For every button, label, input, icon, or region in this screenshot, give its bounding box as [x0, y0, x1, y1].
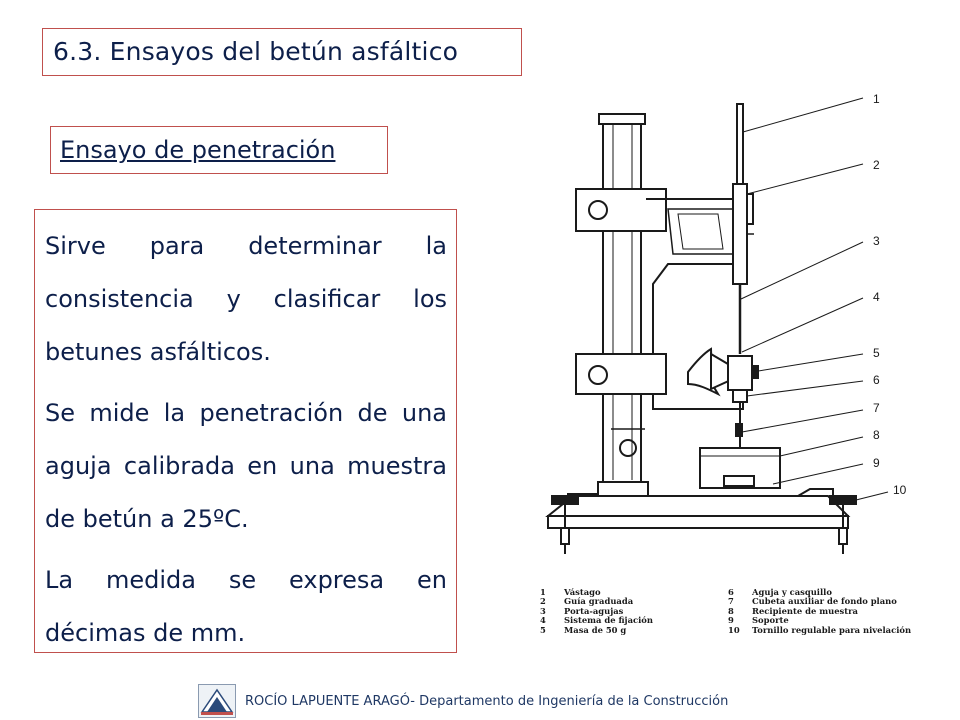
- callout-5: 5: [873, 346, 880, 360]
- legend-item: 1 Vástago: [540, 587, 601, 597]
- callout-6: 6: [873, 373, 880, 387]
- mass: [728, 356, 752, 390]
- footer-credit: ROCÍO LAPUENTE ARAGÓ- Departamento de Ingeniería de la Construcción: [245, 694, 729, 709]
- penetrometer-diagram: [528, 84, 928, 662]
- legend-item: 4 Sistema de fijación: [540, 615, 653, 626]
- callout-4: 4: [873, 290, 880, 304]
- title-box: [42, 28, 522, 76]
- logo-icon: [198, 684, 236, 718]
- column: [603, 120, 641, 482]
- callout-9: 9: [873, 456, 880, 470]
- callout-3: 3: [873, 234, 880, 248]
- legend-right-column: [728, 587, 911, 634]
- legend-left-column: [540, 587, 653, 634]
- paragraph-purpose: Sirve para determinar la consistencia y clasificar los betunes asfálticos.: [45, 232, 447, 366]
- callout-10: 10: [893, 483, 907, 497]
- paragraph-units: La medida se expresa en décimas de mm.: [45, 566, 447, 647]
- graduated-guide: [733, 184, 747, 284]
- needle-ferrule: [733, 390, 747, 402]
- leveling-screw-right: [830, 496, 856, 504]
- column-cap: [599, 114, 645, 124]
- legend-item: 9 Soporte: [728, 615, 789, 626]
- callout-1: 1: [873, 92, 880, 106]
- legend-item: 10 Tornillo regulable para nivelación: [728, 624, 912, 635]
- section-subtitle: Ensayo de penetración: [60, 136, 336, 164]
- page-title: 6.3. Ensayos del betún asfáltico: [53, 37, 459, 66]
- paragraph-method: Se mide la penetración de una aguja calibrada en una muestra de betún a 25ºC.: [45, 399, 447, 533]
- legend-item: 5 Masa de 50 g: [540, 624, 627, 635]
- callout-8: 8: [873, 428, 880, 442]
- description-box: [34, 209, 457, 653]
- legend-item: 6 Aguja y casquillo: [728, 587, 832, 597]
- leveling-screw-left: [552, 496, 578, 504]
- legend-item: 7 Cubeta auxiliar de fondo plano: [728, 596, 897, 607]
- auxiliary-dish: [724, 476, 754, 486]
- callout-2: 2: [873, 158, 880, 172]
- base-plate: [548, 516, 848, 528]
- legend-item: 8 Recipiente de muestra: [728, 605, 858, 616]
- subtitle-box: [50, 126, 388, 174]
- legend-item: 2 Guía graduada: [540, 596, 634, 607]
- legend-item: 3 Porta-agujas: [540, 605, 624, 616]
- rod: [737, 104, 743, 184]
- callout-7: 7: [873, 401, 880, 415]
